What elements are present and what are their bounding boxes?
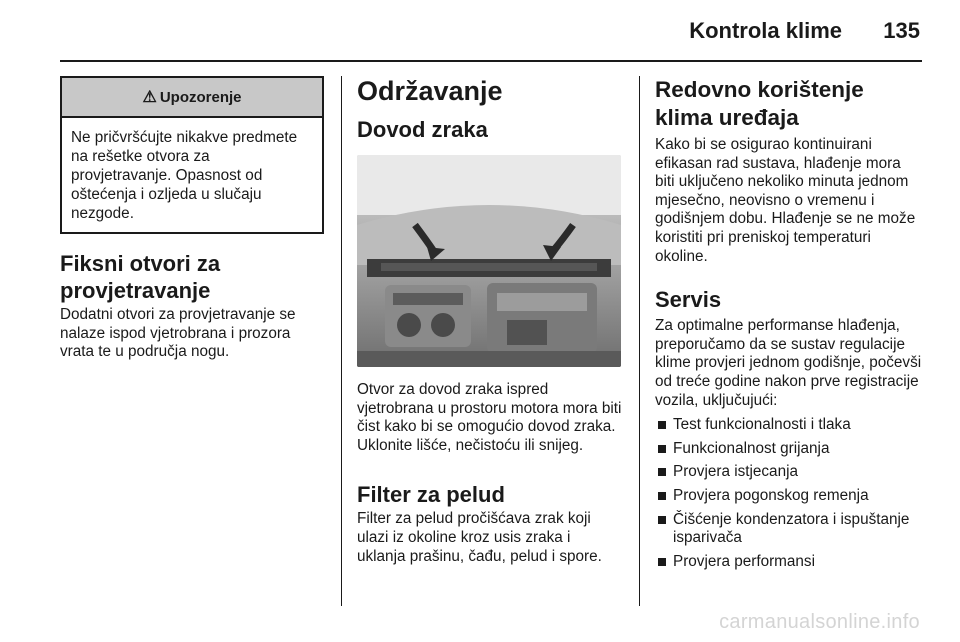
service-heading: Servis [655,287,722,313]
column-divider [341,76,342,606]
air-intake-text: Otvor za dovod zraka ispred vjetrobrana u prostoru motora mora biti čist kako bi se omogućio dovod zraka. Uklonite lišće, nečistoću ili snijeg. [357,381,622,454]
watermark: carmanualsonline.info [719,611,920,633]
list-item: Provjera pogonskog remenja [655,487,923,506]
column-divider [639,76,640,606]
list-item: Funkcionalnost grijanja [655,440,923,459]
fixed-vents-text: Dodatni otvori za provjetravanje se nalaze ispod vjetrobrana i prozora vrata te u područja nogu. [60,306,296,361]
bullet-square-icon [658,516,666,524]
filter-heading: Filter za pelud [357,482,505,508]
column-left [60,76,324,362]
bullet-square-icon [658,558,666,566]
warning-box [60,76,324,234]
warning-header [62,78,322,118]
list-item: Test funkcionalnosti i tlaka [655,416,923,435]
warning-triangle-icon: ⚠ [142,89,157,106]
warning-text: Ne pričvršćujte nikakve predmete na rešetke otvora za provjetravanje. Opasnost od oštećenja i ozljeda u slučaju nezgode. [71,129,298,222]
air-intake-heading: Dovod zraka [357,117,488,142]
maintenance-heading: Održavanje [357,76,503,106]
list-item: Provjera istjecanja [655,463,923,482]
bullet-square-icon [658,468,666,476]
engine-bay-illustration [357,155,621,367]
service-text: Za optimalne performanse hlađenja, preporučamo da se sustav regulacije klime provjeri jednom godišnje, počevši od treće godine nakon prve registracije vozila, uključujući: [655,317,922,409]
list-item: Provjera performansi [655,553,923,572]
bullet-square-icon [658,421,666,429]
service-checklist [655,416,923,571]
header-rule [60,60,922,62]
filter-text: Filter za pelud pročišćava zrak koji ulazi iz okoline kroz usis zraka i uklanja prašinu, čađu, pelud i spore. [357,510,602,565]
bullet-square-icon [658,492,666,500]
bullet-square-icon [658,445,666,453]
fixed-vents-heading: Fiksni otvori za provjetravanje [60,251,221,303]
regular-use-text: Kako bi se osigurao kontinuirani efikasan rad sustava, hlađenje mora biti uključeno nekoliko minuta jednom mjesečno, neovisno o vremenu i godišnjem dobu. Hlađenje se ne može koristiti pri preniskoj temperaturi okoline. [655,136,916,265]
column-right [655,76,923,576]
warning-title: Upozorenje [159,88,242,106]
page-header [0,0,960,60]
chapter-title: Kontrola klime [689,18,842,43]
list-item: Čišćenje kondenzatora i ispuštanje isparivača [655,511,923,548]
page-number: 135 [883,18,920,43]
regular-use-heading: Redovno korištenje klima uređaja [655,77,864,130]
engine-bay-photo [357,155,621,367]
column-middle [357,76,623,566]
